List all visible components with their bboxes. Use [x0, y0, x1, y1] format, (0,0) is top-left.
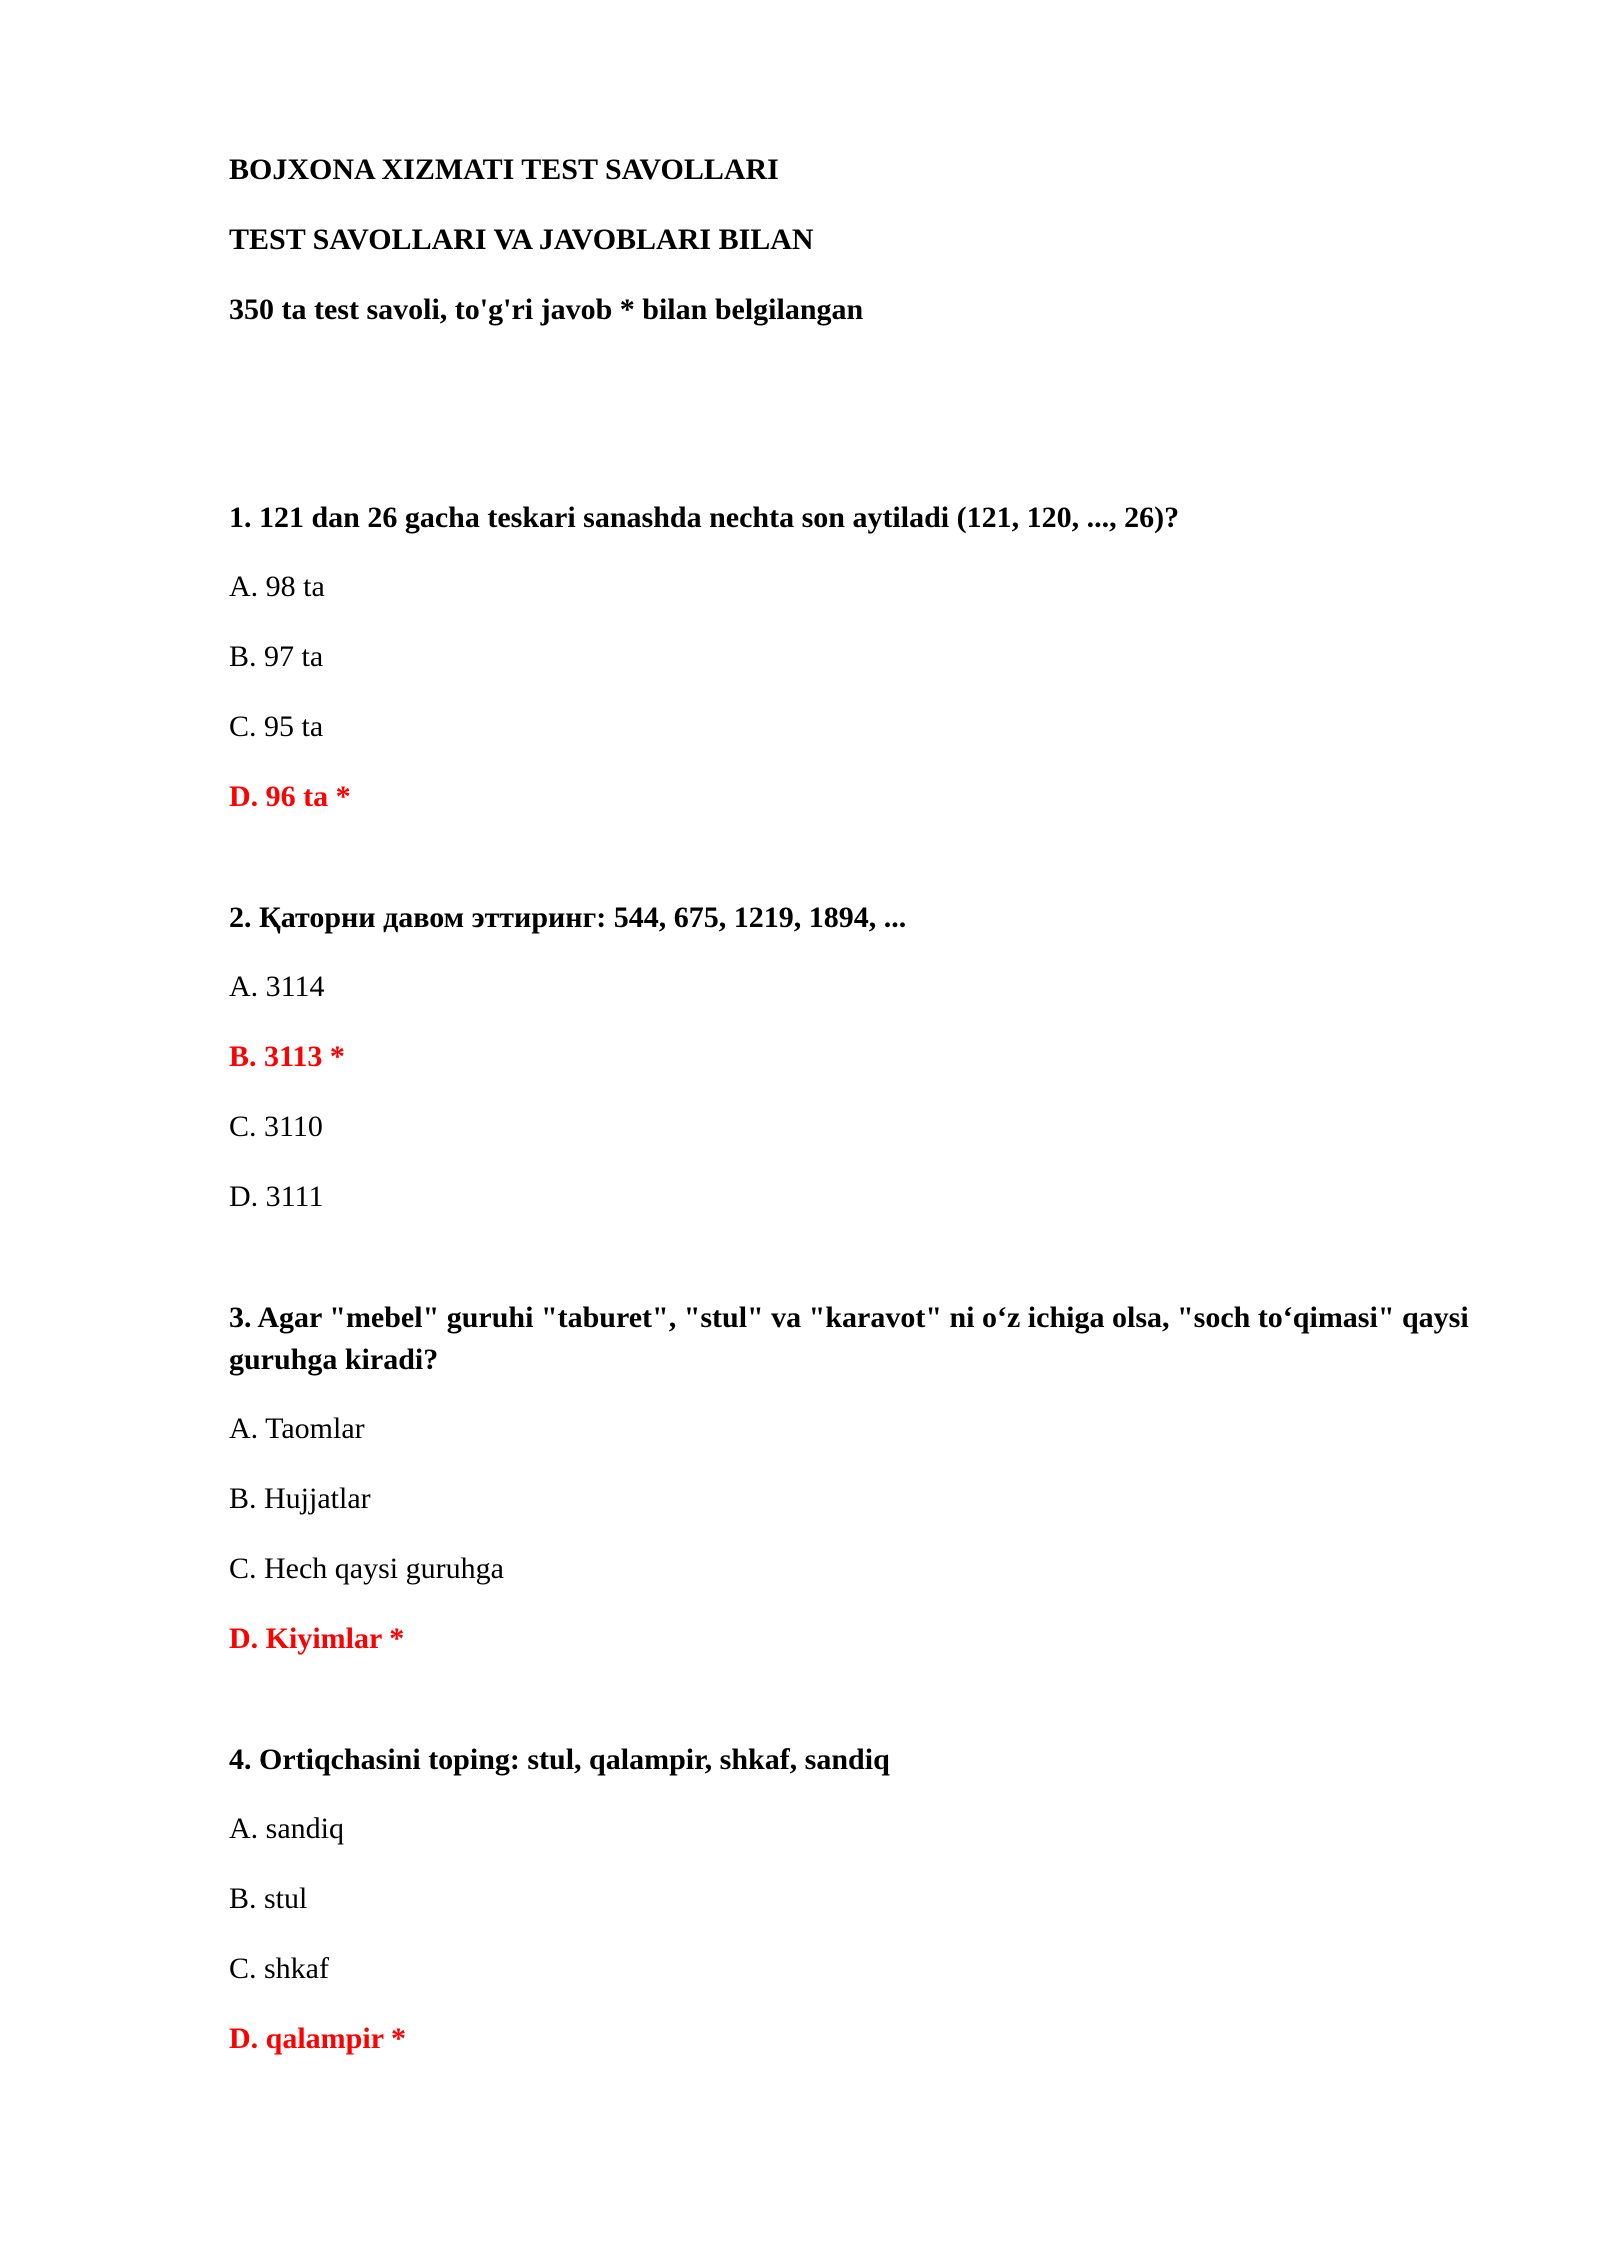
question-text: 1. 121 dan 26 gacha teskari sanashda nechta son aytiladi (121, 120, ..., 26)? [229, 501, 1180, 534]
question-4 [229, 1739, 1519, 2059]
answer-option-a: A. 98 ta [229, 570, 325, 603]
answer-option-c: C. shkaf [229, 1952, 329, 1985]
question-text: 4. Ortiqchasini toping: stul, qalampir, shkaf, sandiq [229, 1743, 890, 1776]
question-1 [229, 497, 1519, 817]
document-note: 350 ta test savoli, to'g'ri javob * bilan belgilangan [229, 293, 864, 326]
answer-option-c: C. 95 ta [229, 710, 324, 743]
question-3 [229, 1297, 1519, 1659]
answer-option-d-correct: D. 96 ta * [229, 780, 351, 813]
answer-option-b: B. stul [229, 1882, 308, 1915]
answer-option-c: C. 3110 [229, 1110, 323, 1143]
answer-option-b-correct: B. 3113 * [229, 1040, 345, 1073]
question-list [229, 497, 1519, 2139]
answer-option-d: D. 3111 [229, 1180, 324, 1213]
document-title: BOJXONA XIZMATI TEST SAVOLLARI [229, 153, 779, 186]
answer-option-d-correct: D. qalampir * [229, 2022, 406, 2055]
answer-option-a: A. Taomlar [229, 1412, 365, 1445]
answer-option-c: C. Hech qaysi guruhga [229, 1552, 504, 1585]
answer-option-a: A. 3114 [229, 970, 325, 1003]
question-text: 3. Agar "mebel" guruhi "taburet", "stul" va "karavot" ni o‘z ichiga olsa, "soch to‘qimasi" qaysi guruhga kiradi? [229, 1301, 1469, 1376]
answer-option-b: B. 97 ta [229, 640, 324, 673]
question-text: 2. Қаторни давом эттиринг: 544, 675, 1219, 1894, ... [229, 901, 907, 934]
document-header [229, 150, 1509, 360]
answer-option-a: A. sandiq [229, 1812, 344, 1845]
answer-option-b: B. Hujjatlar [229, 1482, 371, 1515]
answer-option-d-correct: D. Kiyimlar * [229, 1622, 405, 1655]
question-2 [229, 897, 1519, 1217]
document-subtitle: TEST SAVOLLARI VA JAVOBLARI BILAN [229, 223, 814, 256]
